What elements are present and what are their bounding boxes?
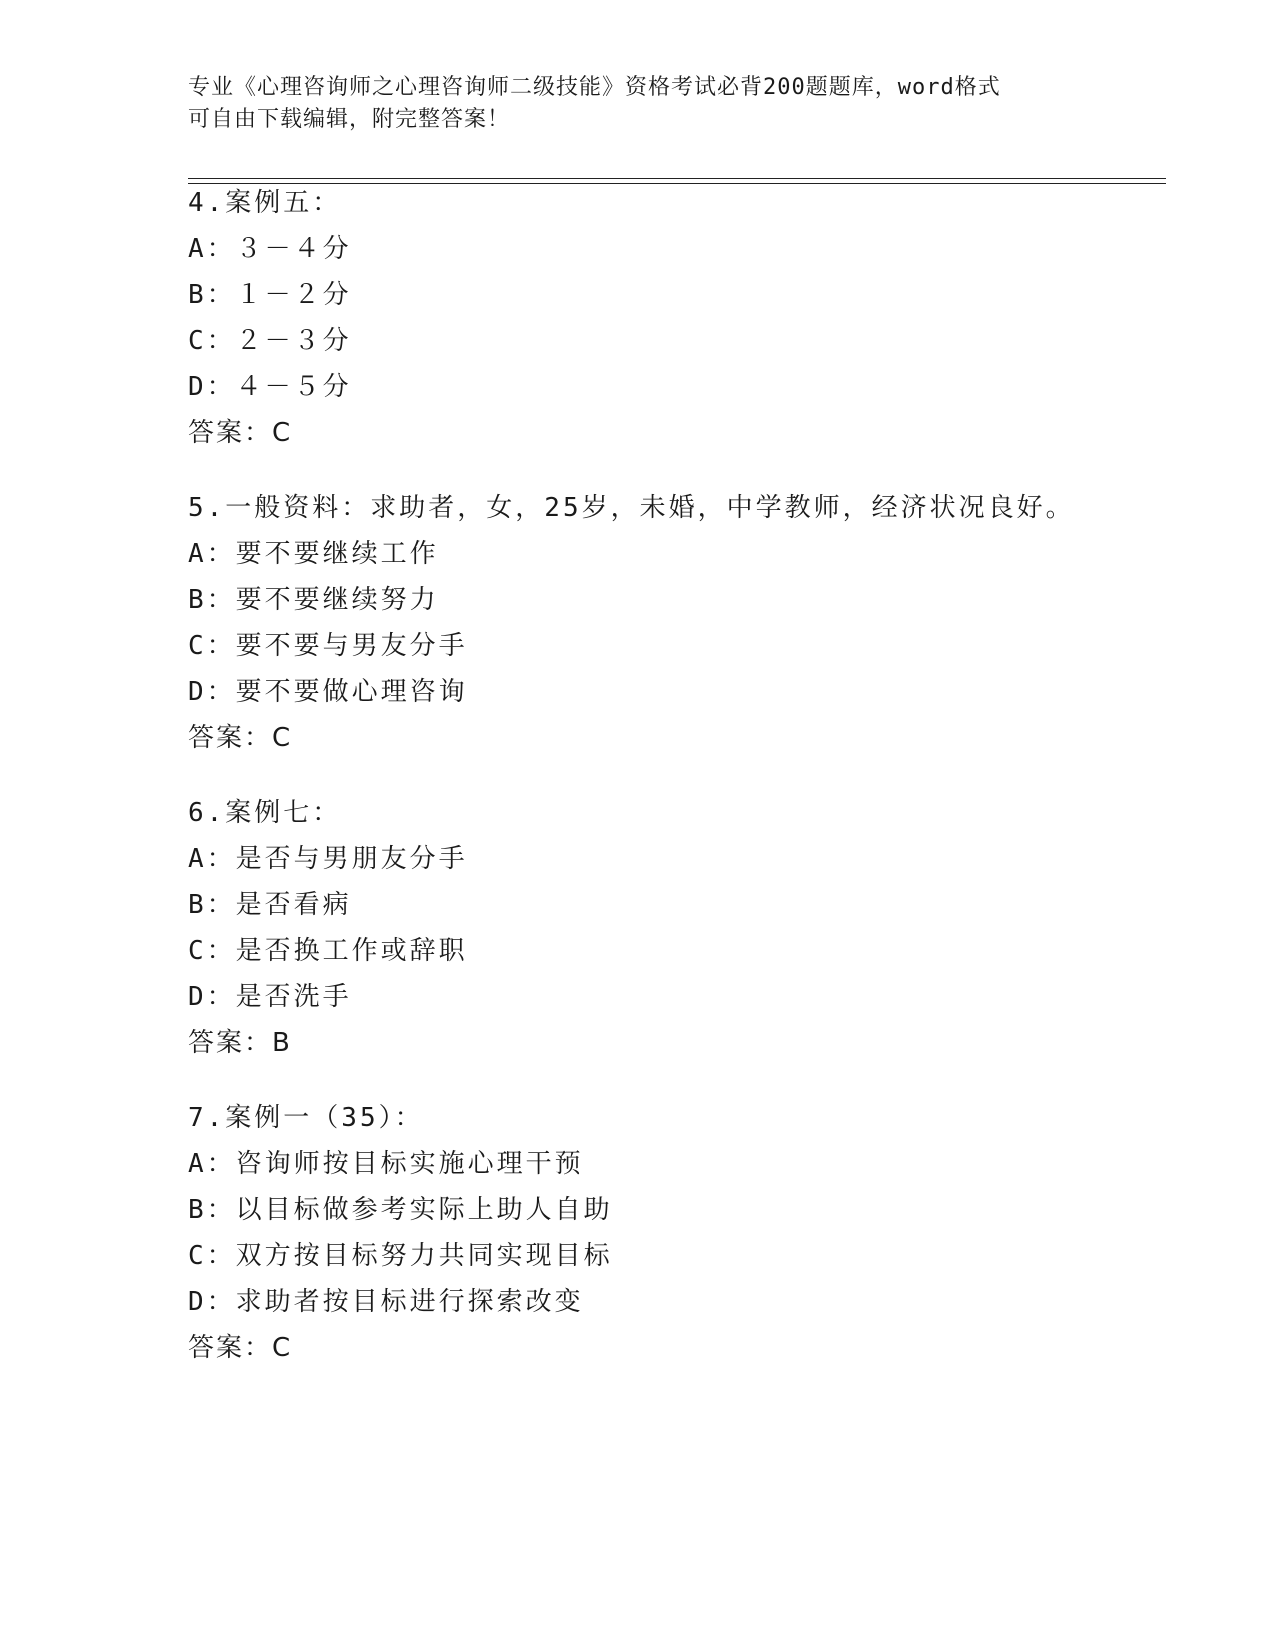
- option-a: A：要不要继续工作: [188, 539, 439, 569]
- document-header: [188, 72, 1088, 136]
- option-b: B：是否看病: [188, 890, 352, 920]
- option-d: D：要不要做心理咨询: [188, 677, 468, 707]
- option-a: A：咨询师按目标实施心理干预: [188, 1149, 584, 1179]
- question-block: [188, 790, 1148, 1066]
- question-stem: 5.一般资料：求助者，女，25岁，未婚，中学教师，经济状况良好。: [188, 493, 1075, 523]
- question-block: [188, 485, 1148, 761]
- question-stem: 4.案例五：: [188, 188, 342, 218]
- option-a: A：３－４分: [188, 234, 352, 264]
- header-line-1: 专业《心理咨询师之心理咨询师二级技能》资格考试必背200题题库，word格式: [188, 75, 1001, 100]
- option-a: A：是否与男朋友分手: [188, 844, 468, 874]
- option-c: C：双方按目标努力共同实现目标: [188, 1241, 613, 1271]
- answer-line: 答案：B: [188, 1028, 292, 1058]
- option-c: C：是否换工作或辞职: [188, 936, 468, 966]
- option-b: B：以目标做参考实际上助人自助: [188, 1195, 613, 1225]
- option-b: B：１－２分: [188, 280, 352, 310]
- question-block: [188, 1095, 1148, 1371]
- answer-line: 答案：C: [188, 418, 293, 448]
- option-d: D：求助者按目标进行探索改变: [188, 1287, 584, 1317]
- answer-line: 答案：C: [188, 1333, 293, 1363]
- option-d: D：４－５分: [188, 372, 352, 402]
- answer-line: 答案：C: [188, 723, 293, 753]
- option-b: B：要不要继续努力: [188, 585, 439, 615]
- option-c: C：２－３分: [188, 326, 352, 356]
- question-block: [188, 180, 1148, 456]
- question-stem: 7.案例一（35）：: [188, 1103, 424, 1133]
- header-line-2: 可自由下载编辑，附完整答案！: [188, 107, 511, 132]
- option-d: D：是否洗手: [188, 982, 352, 1012]
- option-c: C：要不要与男友分手: [188, 631, 468, 661]
- question-stem: 6.案例七：: [188, 798, 342, 828]
